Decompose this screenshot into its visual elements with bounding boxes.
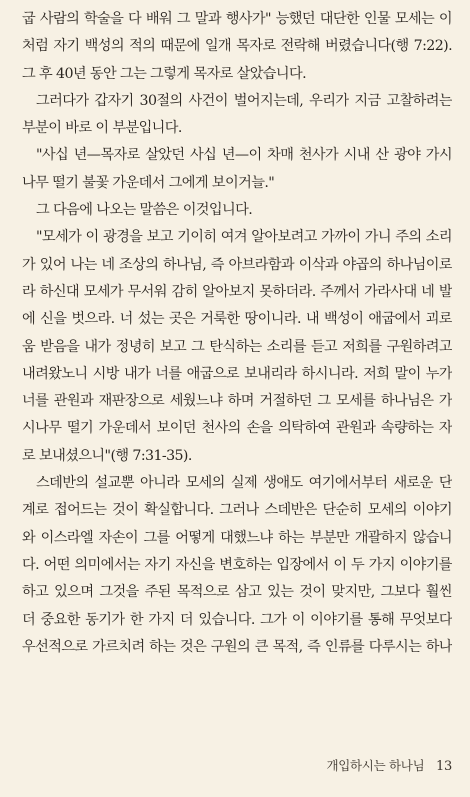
text-line: 우선적으로 가르치려 하는 것은 구원의 큰 목적, 즉 인류를 다루시는 하나 <box>22 638 452 655</box>
text-line: 와 이스라엘 자손이 그를 어떻게 대했느냐 하는 부분만 개괄하지 않습니 <box>22 529 452 546</box>
text-line: 계로 접어드는 것이 확실합니다. 그러나 스데반은 단순히 모세의 이야기 <box>22 502 452 519</box>
text-line: 하고 있으며 그것을 주된 목적으로 삼고 있는 것이 맞지만, 그보다 훨씬 <box>22 584 452 601</box>
text-line: 더 중요한 동기가 한 가지 더 있습니다. 그가 이 이야기를 통해 무엇보다 <box>22 611 452 628</box>
text-line: 나무 떨기 불꽃 가운데서 그에게 보이거늘." <box>22 174 275 191</box>
text-line: 내려왔노니 시방 내가 너를 애굽으로 보내리라 하시니라. 저희 말이 누가 <box>22 365 452 382</box>
text-line: 에 신을 벗으라. 너 섰는 곳은 거룩한 땅이니라. 내 백성이 애굽에서 괴로 <box>22 311 452 328</box>
text-line: 가 있어 나는 네 조상의 하나님, 즉 아브라함과 이삭과 야곱의 하나님이로 <box>22 256 452 273</box>
text-line: 로 보내셨으니"(행 7:31-35). <box>22 447 192 464</box>
text-line: 그러다가 갑자기 30절의 사건이 벌어지는데, 우리가 지금 고찰하려는 <box>36 92 452 109</box>
text-line: 움 받음을 내가 정녕히 보고 그 탄식하는 소리를 듣고 저희를 구원하려고 <box>22 338 452 355</box>
page-number: 13 <box>436 759 452 774</box>
text-line: 그 다음에 나오는 말씀은 이것입니다. <box>36 202 253 219</box>
text-line: 너를 관원과 재판장으로 세웠느냐 하며 거절하던 그 모세를 하나님은 가 <box>22 393 452 410</box>
running-title: 개입하시는 하나님 <box>326 758 425 773</box>
text-line: 부분이 바로 이 부분입니다. <box>22 120 182 137</box>
text-line: 시나무 떨기 가운데서 보이던 천사의 손을 의탁하여 관원과 속량하는 자 <box>22 420 452 437</box>
text-line: "사십 년—목자로 살았던 사십 년—이 차매 천사가 시내 산 광야 가시 <box>36 147 452 164</box>
text-line: 다. 어떤 의미에서는 자기 자신을 변호하는 입장에서 이 두 가지 이야기를 <box>22 556 452 573</box>
text-line: 라 하신대 모세가 무서워 감히 알아보지 못하더라. 주께서 가라사대 네 발 <box>22 283 452 300</box>
page-body <box>22 6 452 661</box>
text-line: 스데반의 설교뿐 아니라 모세의 실제 생애도 여기에서부터 새로운 단 <box>36 475 452 492</box>
text-line: 처럼 자기 백성의 적의 때문에 일개 목자로 전락해 버렸습니다(행 7:22). <box>22 38 452 55</box>
page-footer <box>22 756 452 774</box>
text-line: 굽 사람의 학술을 다 배워 그 말과 행사가" 능했던 대단한 인물 모세는 이 <box>22 11 452 27</box>
text-line: 그 후 40년 동안 그는 그렇게 목자로 살았습니다. <box>22 65 307 82</box>
text-line: "모세가 이 광경을 보고 기이히 여겨 알아보려고 가까이 가니 주의 소리 <box>36 229 452 246</box>
